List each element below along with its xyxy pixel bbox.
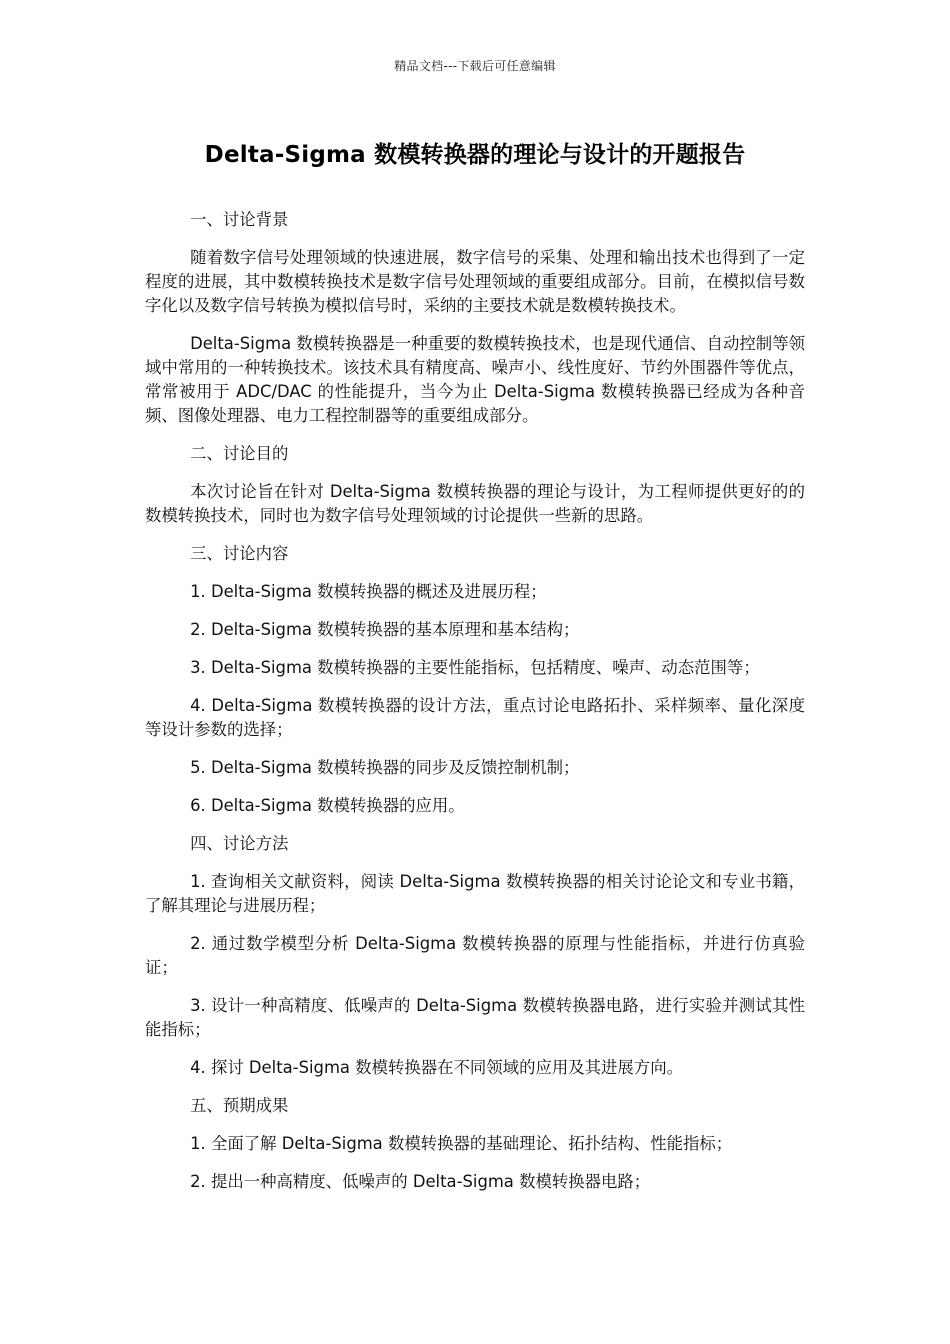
list-item: 1. Delta-Sigma 数模转换器的概述及进展历程； (190, 582, 547, 601)
list-item: 4. 探讨 Delta-Sigma 数模转换器在不同领域的应用及其进展方向。 (190, 1058, 683, 1077)
paragraph: 本次讨论旨在针对 Delta-Sigma 数模转换器的理论与设计，为工程师提供更好的的数模转换技术，同时也为数字信号处理领域的讨论提供一些新的思路。 (145, 482, 805, 525)
section-heading-content: 三、讨论内容 (190, 544, 289, 563)
section-heading-background: 一、讨论背景 (190, 210, 289, 229)
list-item: 1. 全面了解 Delta-Sigma 数模转换器的基础理论、拓扑结构、性能指标； (190, 1134, 733, 1153)
document-body (145, 208, 805, 1208)
list-item: 1. 查询相关文献资料，阅读 Delta-Sigma 数模转换器的相关讨论论文和专业书籍，了解其理论与进展历程； (145, 872, 805, 915)
list-item: 5. Delta-Sigma 数模转换器的同步及反馈控制机制； (190, 758, 580, 777)
list-item: 6. Delta-Sigma 数模转换器的应用。 (190, 796, 465, 815)
section-heading-method: 四、讨论方法 (190, 834, 289, 853)
paragraph: Delta-Sigma 数模转换器是一种重要的数模转换技术，也是现代通信、自动控制等领域中常用的一种转换技术。该技术具有精度高、噪声小、线性度好、节约外围器件等优点，常常被用于 ADC/DAC 的性能提升，当今为止 Delta-Sigma 数模转换器已经成为各种音频、图像处理器、电力工程控制器等的重要组成部分。 (145, 334, 805, 425)
list-item: 4. Delta-Sigma 数模转换器的设计方法，重点讨论电路拓扑、采样频率、量化深度等设计参数的选择； (145, 696, 805, 739)
list-item: 3. 设计一种高精度、低噪声的 Delta-Sigma 数模转换器电路，进行实验并测试其性能指标； (145, 996, 805, 1039)
section-heading-purpose: 二、讨论目的 (190, 444, 289, 463)
document-title: Delta-Sigma 数模转换器的理论与设计的开题报告 (204, 142, 746, 168)
list-item: 2. 提出一种高精度、低噪声的 Delta-Sigma 数模转换器电路； (190, 1172, 651, 1191)
paragraph: 随着数字信号处理领域的快速进展，数字信号的采集、处理和输出技术也得到了一定程度的进展，其中数模转换技术是数字信号处理领域的重要组成部分。目前，在模拟信号数字化以及数字信号转换为模拟信号时，采纳的主要技术就是数模转换技术。 (145, 248, 805, 315)
section-heading-results: 五、预期成果 (190, 1096, 289, 1115)
list-item: 2. Delta-Sigma 数模转换器的基本原理和基本结构； (190, 620, 580, 639)
list-item: 3. Delta-Sigma 数模转换器的主要性能指标，包括精度、噪声、动态范围等； (190, 658, 760, 677)
list-item: 2. 通过数学模型分析 Delta-Sigma 数模转换器的原理与性能指标，并进行仿真验证； (145, 934, 805, 977)
header-note: 精品文档---下载后可任意编辑 (394, 59, 556, 73)
